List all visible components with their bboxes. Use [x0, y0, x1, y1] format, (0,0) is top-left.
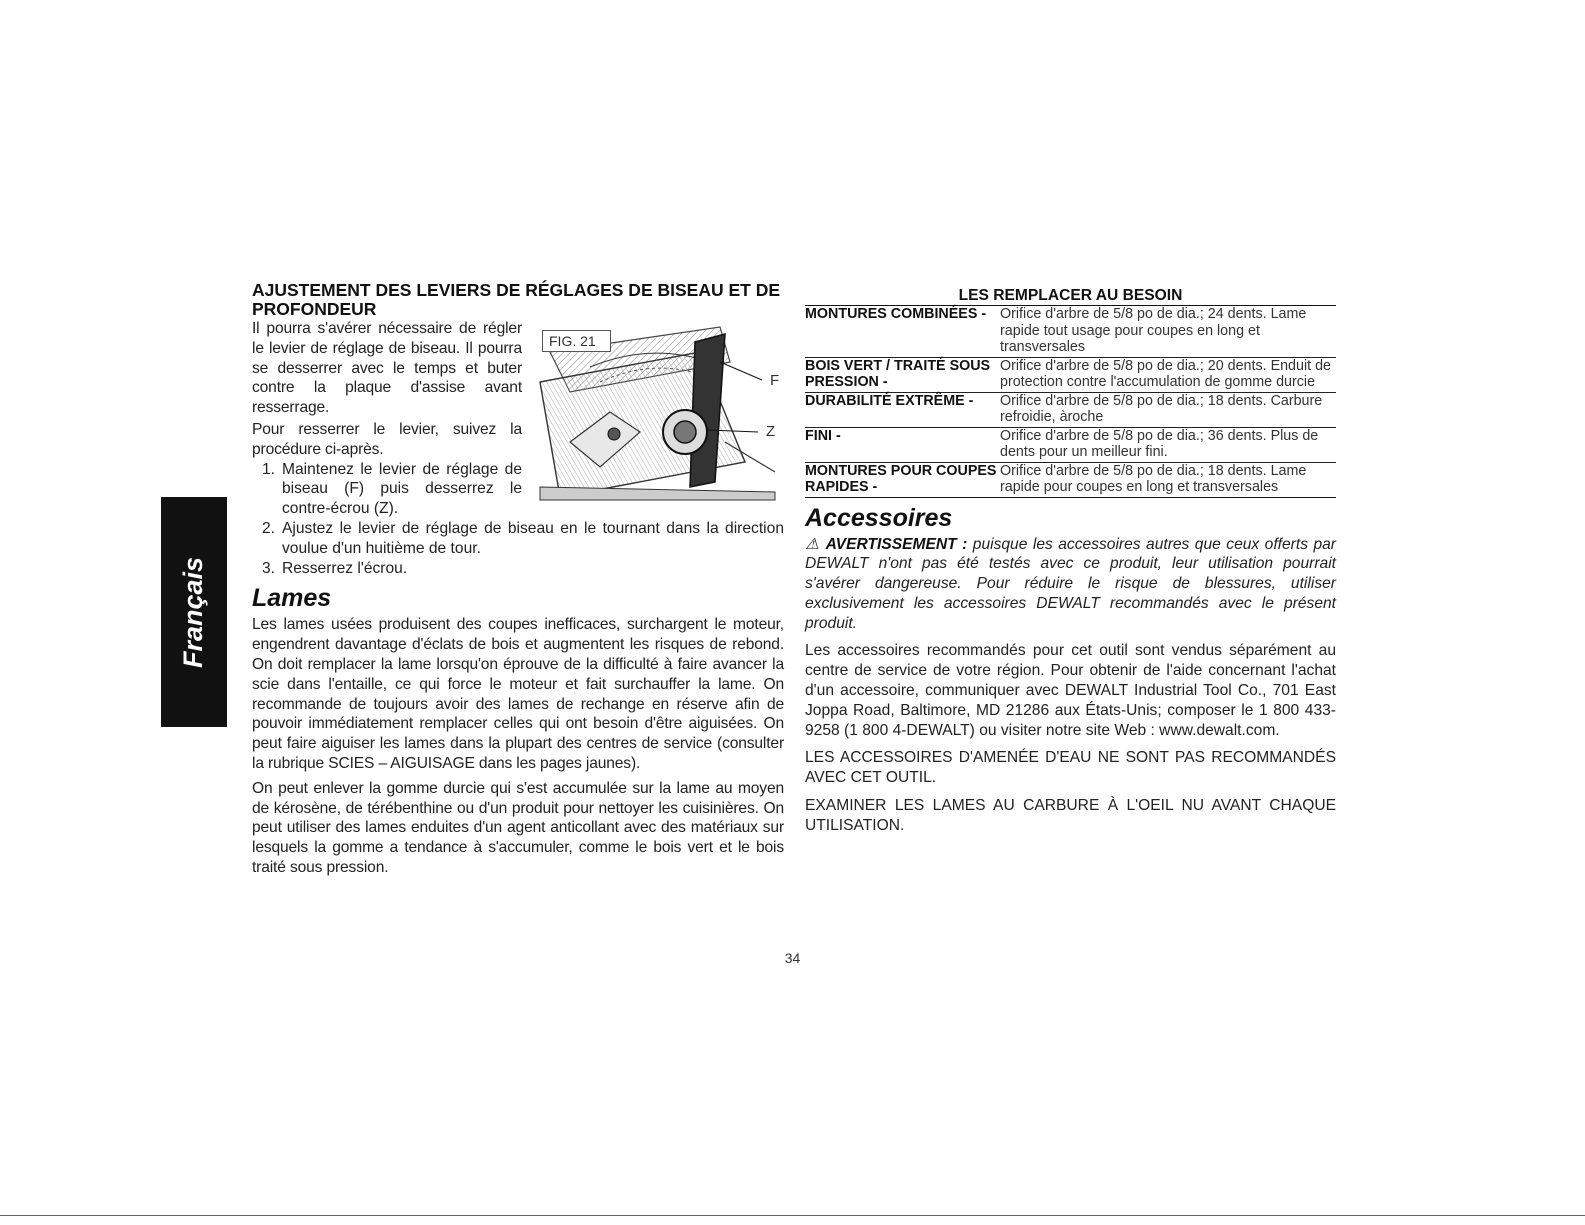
blade-type: FINI - [805, 427, 1000, 462]
table-row [805, 392, 1336, 427]
step-item: 1. Maintenez le levier de réglage de biseau (F) puis desserrez le contre-écrou (Z). [262, 460, 522, 518]
bevel-paragraph-1: Il pourra s'avérer nécessaire de régler le levier de réglage de biseau. Il pourra se desserrer avec le temps et buter contre la plaque d'assise avant resserrage. [252, 320, 522, 417]
warning-block [805, 535, 1336, 634]
right-column [805, 287, 1336, 836]
language-tab [161, 497, 227, 727]
warning-label: AVERTISSEMENT : [825, 535, 968, 553]
accessoires-paragraph-2: LES ACCESSOIRES D'AMENÉE D'EAU NE SONT PAS RECOMMANDÉS AVEC CET OUTIL. [805, 749, 1336, 787]
table-row [805, 306, 1336, 358]
blade-type: DURABILITÉ EXTRÊME - [805, 392, 1000, 427]
blade-description: Orifice d'arbre de 5/8 po de dia.; 36 dents. Plus de dents pour un meilleur fini. [1000, 427, 1336, 462]
blade-description: Orifice d'arbre de 5/8 po de dia.; 24 dents. Lame rapide tout usage pour coupes en long et transversales [1000, 306, 1336, 358]
warning-text: puisque les accessoires autres que ceux offerts par DEWALT n'ont pas été testés avec ce produit, leur utilisation pourrait s'avérer dangereuse. Pour réduire le risque de blessures, utiliser exclusivement les accessoires DEWALT recommandés avec le présent produit. [805, 535, 1336, 632]
callout-f: F [770, 372, 780, 389]
callout-z: Z [766, 423, 776, 440]
blades-table [805, 305, 1336, 498]
blade-type: MONTURES COMBINÉES - [805, 306, 1000, 358]
table-row [805, 427, 1336, 462]
left-column [252, 281, 784, 878]
blade-type: MONTURES POUR COUPES RAPIDES - [805, 462, 997, 495]
step-item: 3. Resserrez l'écrou. [262, 559, 408, 577]
table-row [805, 462, 1336, 497]
figure-label: FIG. 21 [542, 330, 611, 352]
step-item: 2. Ajustez le levier de réglage de biseau en le tournant dans la direction voulue d'un huitième de tour. [262, 519, 784, 557]
bevel-paragraph-2: Pour resserrer le levier, suivez la procédure ci-après. [252, 420, 522, 458]
bevel-adjustment-heading: AJUSTEMENT DES LEVIERS DE RÉGLAGES DE BISEAU ET DE PROFONDEUR [252, 280, 780, 319]
page-number: 34 [784, 950, 801, 966]
bottom-rule [0, 1215, 1585, 1216]
lames-title: Lames [252, 584, 332, 613]
lames-paragraph-2: On peut enlever la gomme durcie qui s'est accumulée sur la lame au moyen de kérosène, de térébenthine ou d'un produit pour nettoyer les cuisinières. On peut utiliser des lames enduites d'un agent anticollant avec des matériaux sur lesquels la gomme a tendance à s'accumuler, comme le bois vert et le bois traité sous pression. [252, 779, 784, 876]
accessoires-paragraph-1: Les accessoires recommandés pour cet outil sont vendus séparément au centre de service de votre région. Pour obtenir de l'aide concernant l'achat d'un accessoire, communiquer avec DEWALT Industrial Tool Co., 701 East Joppa Road, Baltimore, MD 21286 aux États-Unis; composer le 1 800 433-9258 (1 800 4-DEWALT) ou visiter notre site Web : www.dewalt.com. [805, 642, 1336, 739]
warning-icon: ⚠ [805, 535, 821, 553]
figure-21 [530, 322, 784, 502]
language-tab-label: Français [178, 556, 209, 668]
blade-description: Orifice d'arbre de 5/8 po de dia.; 18 dents. Carbure refroidie, àroche [1000, 392, 1336, 427]
bevel-adjustment-body [252, 319, 784, 578]
blades-table-title: LES REMPLACER AU BESOIN [958, 287, 1183, 304]
accessoires-paragraph-3: EXAMINER LES LAMES AU CARBURE À L'OEIL NU AVANT CHAQUE UTILISATION. [805, 797, 1336, 834]
blade-description: Orifice d'arbre de 5/8 po de dia.; 20 dents. Enduit de protection contre l'accumulation de gomme durcie [1000, 357, 1336, 392]
table-row [805, 357, 1336, 392]
accessoires-title: Accessoires [805, 503, 953, 532]
blade-type: BOIS VERT / TRAITÉ SOUS PRESSION - [805, 357, 1000, 392]
lames-paragraph-1: Les lames usées produisent des coupes inefficaces, surchargent le moteur, engendrent davantage d'éclats de bois et augmentent les risques de rebond. On doit remplacer la lame lorsqu'on éprouve de la difficulté à faire avancer la scie dans l'entaille, ce qui force le moteur et fait surchauffer la lame. On recommande de toujours avoir des lames de rechange en réserve afin de pouvoir immédiatement remplacer celles qui ont besoin d'être aiguisées. On peut faire aiguiser les lames dans la plupart des centres de service (consulter la rubrique SCIES – AIGUISAGE dans les pages jaunes). [252, 616, 784, 772]
blade-description: Orifice d'arbre de 5/8 po de dia.; 18 dents. Lame rapide pour coupes en long et transversales [1000, 462, 1307, 495]
